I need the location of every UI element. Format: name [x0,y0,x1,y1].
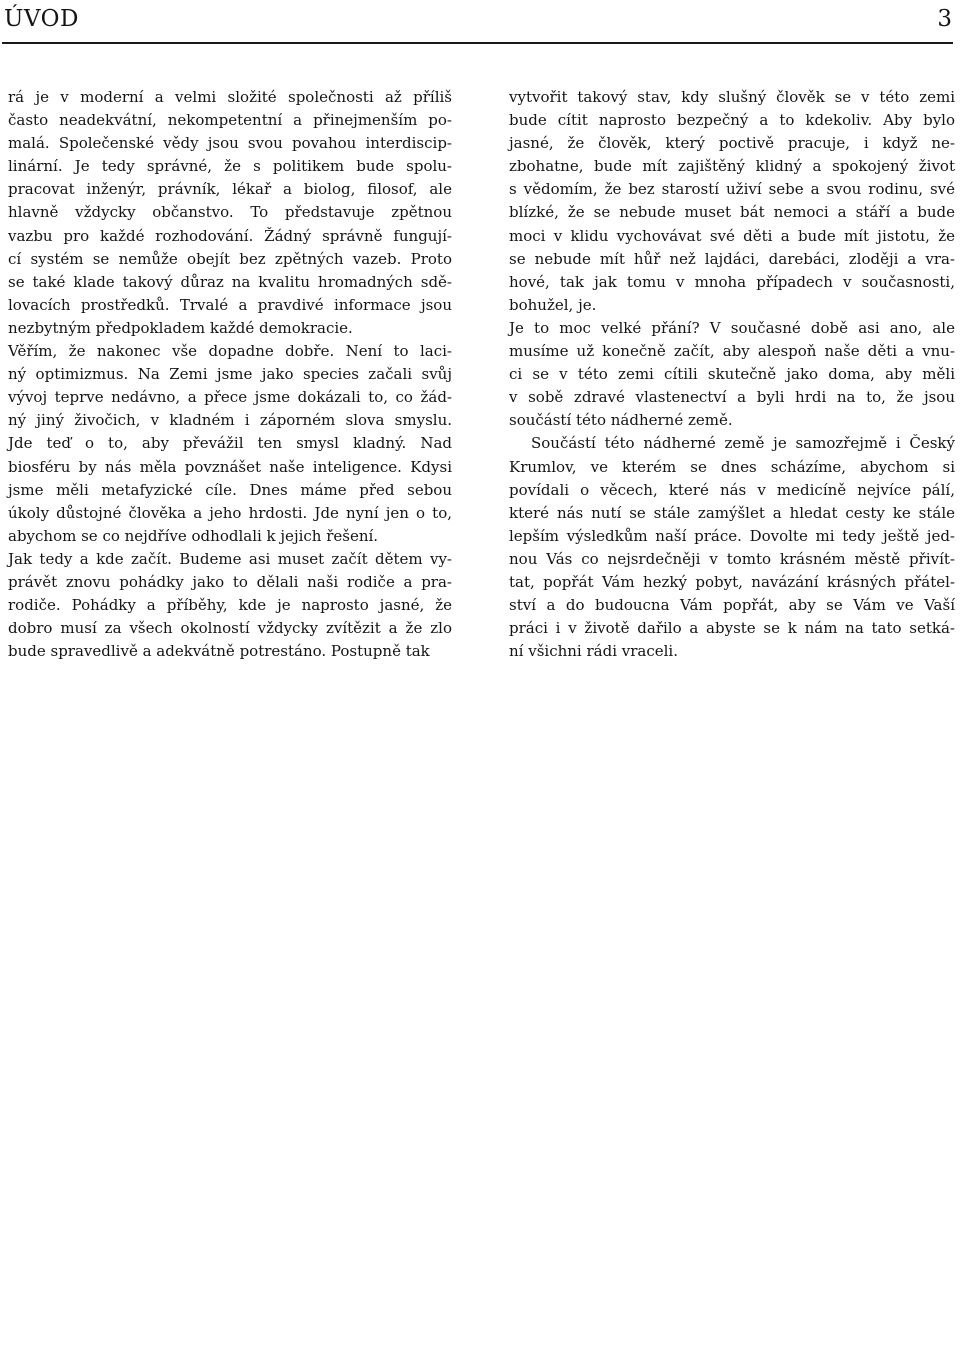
text-line: vývoj teprve nedávno, a přece jsme dokázali to, co žád- [8,388,452,407]
right-text-column [509,86,955,663]
text-line: často neadekvátní, nekompetentní a přinejmenším po- [8,111,452,130]
text-line: malá. Společenské vědy jsou svou povahou interdiscip- [8,134,452,153]
text-line: v sobě zdravé vlastenectví a byli hrdi na to, že jsou [509,388,955,407]
text-line: Jak tedy a kde začít. Budeme asi muset začít dětem vy- [8,549,452,568]
text-line: ci se v této zemi cítili skutečně jako doma, aby měli [509,365,955,384]
text-line: Jde teď o to, aby převážil ten smysl kladný. Nad [8,434,452,453]
text-line: hlavně vždycky občanstvo. To představuje zpětnou [8,203,452,222]
page-header [4,0,952,42]
page-number: 3 [937,6,952,32]
text-line: bohužel, je. [509,295,597,314]
text-line: lepším výsledkům naší práce. Dovolte mi tedy ještě jed- [509,526,955,545]
text-line: cí systém se nemůže obejít bez zpětných vazeb. Proto [8,249,452,268]
text-line: vazbu pro každé rozhodování. Žádný správně fungují- [8,226,452,245]
text-line: úkoly důstojné člověka a jeho hrdosti. Jde nyní jen o to, [8,503,452,522]
text-line: práci i v životě dařilo a abyste se k nám na tato setká- [509,619,955,638]
text-line: dobro musí za všech okolností vždycky zvítězit a že zlo [8,619,452,638]
text-line: bude spravedlivě a adekvátně potrestáno. Postupně tak [8,642,430,661]
text-line: pracovat inženýr, právník, lékař a biolog, filosof, ale [8,180,452,199]
text-line: které nás nutí se stále zamýšlet a hledat cesty ke stále [509,503,955,522]
text-line: lovacích prostředků. Trvalé a pravdivé informace jsou [8,295,452,314]
text-line: právět znovu pohádky jako to dělali naši rodiče a pra- [8,572,452,591]
text-line: Je to moc velké přání? V současné době asi ano, ale [509,318,955,337]
text-line: ství a do budoucna Vám popřát, aby se Vám ve Vaší [509,596,955,615]
text-line: moci v klidu vychovávat své děti a bude mít jistotu, že [509,226,955,245]
text-line: blízké, že se nebude muset bát nemoci a stáří a bude [509,203,955,222]
text-line: se nebude mít hůř než lajdáci, darebáci, zloději a vra- [509,249,955,268]
text-line: tat, popřát Vám hezký pobyt, navázání krásných přátel- [509,572,955,591]
text-line: abychom se co nejdříve odhodlali k jejich řešení. [8,526,379,545]
text-line: Součástí této nádherné země je samozřejmě i Český [531,434,955,453]
text-line: vytvořit takový stav, kdy slušný člověk se v této zemi [509,88,955,106]
text-line: linární. Je tedy správné, že s politikem bude spolu- [8,157,452,176]
text-line: nezbytným předpokladem každé demokracie. [8,318,353,337]
text-line: bude cítit naprosto bezpečný a to kdekoliv. Aby bylo [509,111,955,130]
text-line: biosféru by nás měla povznášet naše inteligence. Kdysi [8,457,452,476]
running-head: ÚVOD [4,6,79,32]
text-line: ný jiný živočich, v kladném i záporném slova smyslu. [8,411,452,430]
left-text-column [8,86,452,663]
text-line: hové, tak jak tomu v mnoha případech v současnosti, [509,272,955,291]
text-line: rodiče. Pohádky a příběhy, kde je naprosto jasné, že [8,596,452,615]
text-line: ní všichni rádi vraceli. [509,642,678,661]
text-line: musíme už konečně začít, aby alespoň naše děti a vnu- [509,342,955,361]
text-line: součástí této nádherné země. [509,411,733,430]
text-line: zbohatne, bude mít zajištěný klidný a spokojený život [509,157,955,176]
text-line: Krumlov, ve kterém se dnes scházíme, abychom si [509,457,955,476]
text-line: jasné, že člověk, který poctivě pracuje, i když ne- [509,134,955,153]
text-line: ný optimizmus. Na Zemi jsme jako species začali svůj [8,365,452,384]
header-rule [2,42,953,44]
text-line: povídali o věcech, které nás v medicíně nejvíce pálí, [509,480,955,499]
text-line: rá je v moderní a velmi složité společnosti až příliš [8,88,452,106]
text-line: jsme měli metafyzické cíle. Dnes máme před sebou [8,480,452,499]
text-line: se také klade takový důraz na kvalitu hromadných sdě- [8,272,452,291]
text-line: nou Vás co nejsrdečněji v tomto krásném městě přivít- [509,549,955,568]
text-line: Věřím, že nakonec vše dopadne dobře. Není to laci- [8,342,452,361]
text-line: s vědomím, že bez starostí uživí sebe a svou rodinu, své [509,180,955,199]
